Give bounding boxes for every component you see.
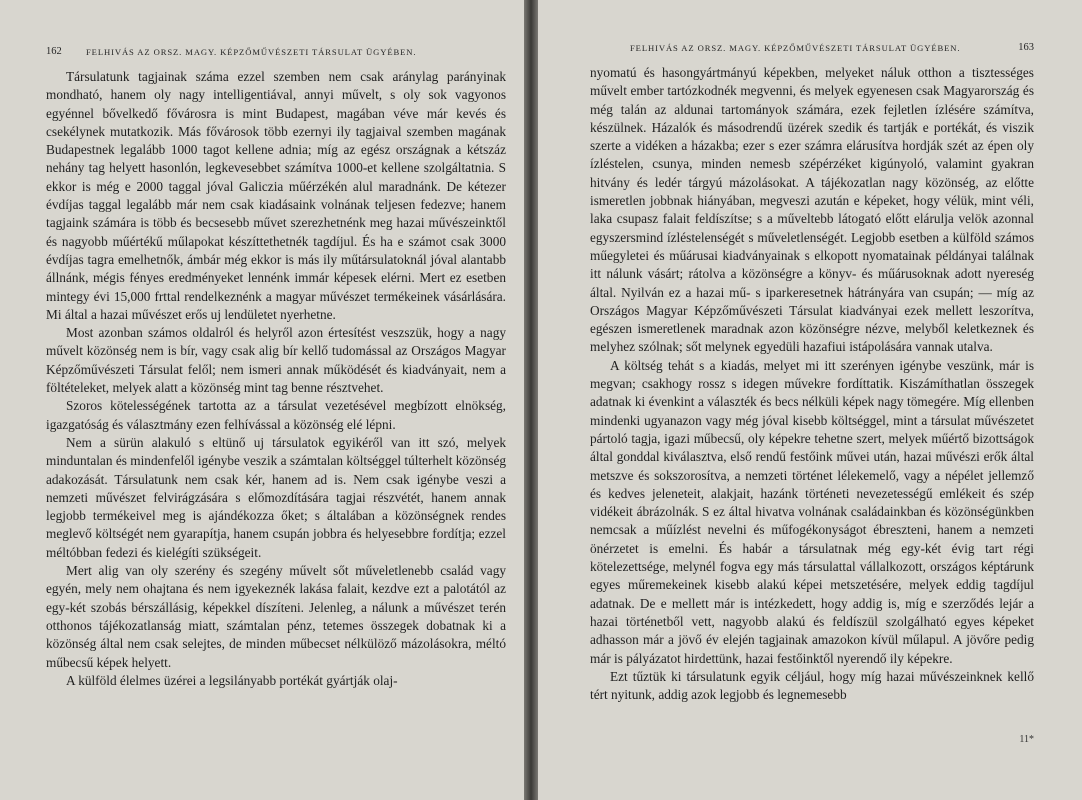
paragraph: Ezt tűztük ki társulatunk egyik céljául, hogy míg hazai művészeinknek kellő tért nyitunk, addig azok legjobb és legnemesebb: [590, 668, 1034, 703]
right-page-header: [590, 42, 1034, 64]
paragraph: nyomatú és hasongyártmányú képekben, melyeket náluk otthon a tisztességes művelt ember tartózkodnék megvenni, és melyek egyenesen csak Magyarország és még talán az aldunai tartományok számára, ezek fejletlen ízlésére számítva, készülnek. Házalók és másodrendű üzérek szedik és tartják e portékát, és viszik szerte a vidéken a házakba; ezer s ezer számra elárusítva hordják szét az épen oly ízléstelen, csunya, minden nemesb szépérzéket kigúnyoló, valamint gyakran hitvány és ledér tárgyú mázolásokat. A tájékozatlan nagy közönség, az előtte ismeretlen jobbnak hiányában, megveszi azután e képeket, hogy vélük, mint véli, laka csupasz falait feldíszítse; s a műveltebb látogató előtt elárulja velök azonnal egyszersmind ízléstelenségét s műveletlenségét. Legjobb esetben a külföld számos műegyletei és műárusai kiadványainak s elkopott nyomatainak példányai találnak itt nálunk vásárt; rátolva a közönségre a könyv- és műárusoknak adott nyereség által. Nyilván ez a hazai mű- s iparkeresetnek hátrányára van csupán; — míg az Országos Magyar Képzőművészeti Társulat kiadványai ezek mellett leszorítva, egészen ismeretlenek maradnak azon közönségre nézve, melyből keletkeznek és melyhez szólnak; sőt melynek egyedüli hazafiui istápolására vannak utalva.: [590, 65, 1034, 355]
paragraph: A költség tehát s a kiadás, melyet mi itt szerényen igénybe veszünk, már is megvan; csakhogy rossz s idegen művekre fordíttatik. Kiszámíthatlan összegek adatnak ki évenkint a választék és becs nélküli képek nagy tömegére. Míg ellenben mindenki ugyanazon vagy még jóval kisebb költséggel, mint a társulat művészetet pártoló tagja, igazi műbecsű, oly képekre tehetne szert, melyek műértő bizottságok által gonddal kiválasztva, első rendű festőink művei után, hazai művészi erők által metszve és sokszorosítva, a nemzeti történet lélekemelő, vagy a népélet jellemző és kedves jeleneteit, alakjait, hazánk történeti nevezetességű emlékeit és szép vidékeit ábrázolnák. S ez által hivatva volnának családainkban és közönségünkben nemcsak a műízlést nevelni és műfogékonyságot ébreszteni, hanem a nemzeti önérzetet is emelni. És habár a társulatnak még egy-két évig tart régi kötelezettsége, melynél fogva egy más társulattal vállalkozott, országos képtárunk egyes műremekeinek kisebb alakú képei metszetésére, melyek eddig tagdíjul adatnak. De e mellett már is intézkedett, hogy addig is, míg e szerződés lejár a hazai történetből vett, nagyobb alakú és feldíszül szolgálható egyes képeket adhasson már a jövő év elején tagjainak amazokon kívül műlapul. A jövőre pedig már is pályázatot hirdettünk, hazai festőinktől nyerendő ily képekre.: [590, 357, 1034, 666]
right-page: [538, 0, 1082, 800]
paragraph: Társulatunk tagjainak száma ezzel szemben nem csak aránylag parányinak mondható, hanem oly nagy intelligentiával, annyi művelt, s oly sok vagyonos egyénnel bővelkedő fővárosra is mint Budapest, magában véve már kevés és csekélynek mutatkozik. Más fővárosok több ezernyi ily tagjaival szemben magának Budapestnek legalább 1000 tagot kellene adnia; míg az egész országnak a kétszáz nehány tag helyett hasonlón, legkevesebbet számítva 1000-et kellene szolgáltatnia. S ekkor is még e 2000 taggal jóval Galiczia műérzékén alul maradnánk. De kétezer évdíjas taggal legalább már nem csak kiadásaink volnának teljesen fedezve; hanem tagjaink számára is több és becsesebb művet szerezhetnénk meg hazai művészeinktől és nagyobb műértékű műlapokat készíttethetnék tagdíjul. És ha e számot csak 3000 évdíjas tagra emelhetnők, ámbár még ekkor is más ily műtársulatoknál jóval alantabb állnánk, mégis fényes eredményeket lennénk immár képesek elérni. Mert ez esetben mintegy évi 15,000 frttal rendelkeznénk a magyar művészet termékeinek vásárlására. Mi által a hazai művészet erős uj lendületet nyerhetne.: [46, 69, 506, 322]
right-running-head: FELHIVÁS AZ ORSZ. MAGY. KÉPZŐMŰVÉSZETI TÁRSULAT ÜGYÉBEN.: [630, 43, 961, 53]
paragraph: Most azonban számos oldalról és helyről azon értesítést veszszük, hogy a nagy művelt közönség nem is bír, vagy csak alig bír kellő tudomással az Országos Magyar Képzőművészeti Társulat felől; nem ismeri annak működését és kiadványait, nem a föltételeket, melyek alatt a közönség mint tag benne résztvehet.: [46, 325, 506, 396]
paragraph: Mert alig van oly szerény és szegény művelt sőt műveletlenebb család vagy egyén, mely nem ohajtana és nem igyekeznék lakása falait, kezdve ezt a palotától az egy-két szobás bérszállásig, képekkel díszíteni. Jelenleg, a nálunk a művészet terén otthonos tájékozatlanság miatt, számtalan pénz, tetemes összegek dobatnak ki a közönség által nem csak selejtes, de minden műbecset nélkülöző mázolásokra, méltó műbecsű képek helyett.: [46, 563, 506, 670]
left-page-body: [46, 68, 506, 690]
paragraph: Szoros kötelességének tartotta az a társulat vezetésével megbízott elnökség, igazgatóság és választmány ezen felhívással a közönség elé lépni.: [46, 398, 506, 432]
paragraph: A külföld élelmes üzérei a legsilányabb portékát gyártják olaj-: [66, 672, 398, 688]
left-page-number: 162: [46, 46, 62, 57]
left-page: [0, 0, 524, 800]
signature-mark: 11*: [1019, 734, 1034, 745]
left-running-head: FELHIVÁS AZ ORSZ. MAGY. KÉPZŐMŰVÉSZETI TÁRSULAT ÜGYÉBEN.: [86, 47, 417, 57]
book-gutter: [524, 0, 538, 800]
left-page-header: [46, 46, 506, 68]
right-page-body: [590, 64, 1034, 704]
paragraph: Nem a sürün alakuló s eltünő uj társulatok egyikéről van itt szó, melyek minduntalan és mindenfelől igénybe veszik a számtalan költséggel túlterhelt közönség adakozását. Társulatunk nem csak kér, hanem ad is. Nem csak igénybe veszi a nemzeti művészet felvirágzására s előmozdítására tagjai részvétét, hanem annak legjobb termékeivel meg is ajándékozza őket; s általában a közönségnek rendes meglevő költségét nem gyarapítja, hanem csupán jobbra és helyesebbre fordítja; ezzel méltóbban fedezi és kielégíti szükségeit.: [46, 434, 506, 560]
right-page-number: 163: [1018, 42, 1034, 53]
